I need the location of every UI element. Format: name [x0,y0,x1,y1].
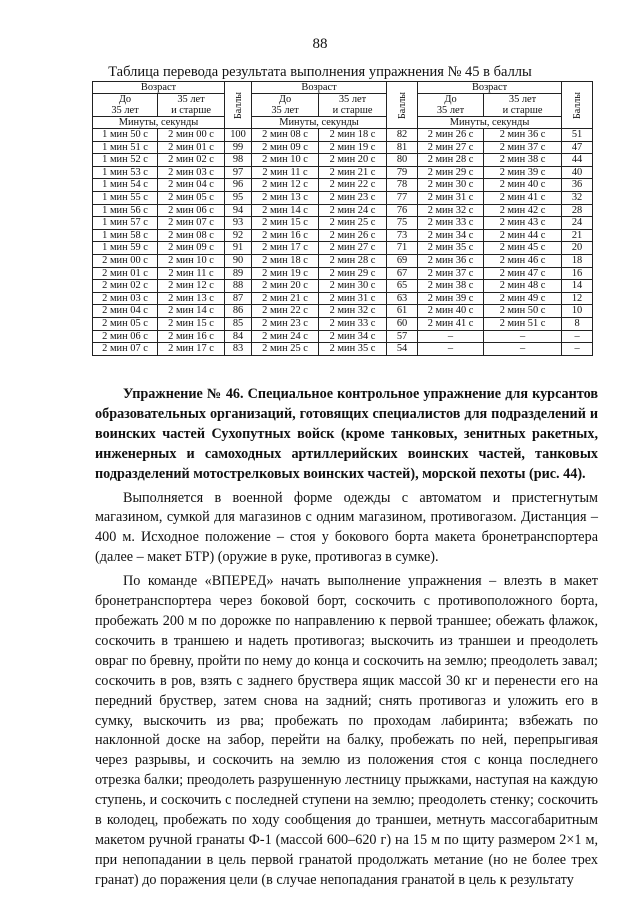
table-cell: 2 мин 07 с [158,217,225,230]
table-cell: 2 мин 48 с [484,280,562,293]
under35-header-2: До 35 лет [252,94,319,117]
table-cell: 18 [562,254,593,267]
table-cell: 1 мин 55 с [93,191,158,204]
table-cell: 28 [562,204,593,217]
table-cell: 61 [387,305,418,318]
table-cell: – [562,330,593,343]
table-cell: 2 мин 40 с [484,179,562,192]
table-cell: 2 мин 18 с [319,129,387,142]
table-cell: 21 [562,229,593,242]
table-row [93,217,593,230]
table-cell: 16 [562,267,593,280]
table-cell: – [484,330,562,343]
table-cell: 2 мин 10 с [158,254,225,267]
table-cell: 97 [225,166,252,179]
table-cell: 2 мин 28 с [319,254,387,267]
table-cell: 2 мин 06 с [93,330,158,343]
table-cell: 1 мин 58 с [93,229,158,242]
table-cell: 2 мин 02 с [93,280,158,293]
table-cell: 2 мин 08 с [158,229,225,242]
table-cell: 20 [562,242,593,255]
table-cell: 2 мин 12 с [158,280,225,293]
table-row [93,267,593,280]
table-cell: 2 мин 46 с [484,254,562,267]
table-cell: 2 мин 42 с [484,204,562,217]
table-cell: 2 мин 45 с [484,242,562,255]
table-cell: 2 мин 11 с [158,267,225,280]
table-cell: 1 мин 57 с [93,217,158,230]
units-header-2: Минуты, секунды [252,117,387,129]
table-row [93,242,593,255]
table-title: Таблица перевода результата выполнения упражнения № 45 в баллы [108,64,532,80]
table-cell: 69 [387,254,418,267]
table-cell: 86 [225,305,252,318]
table-cell: 2 мин 33 с [418,217,484,230]
table-cell: – [484,343,562,356]
table-cell: 1 мин 50 с [93,129,158,142]
table-cell: 2 мин 36 с [418,254,484,267]
table-cell: 93 [225,217,252,230]
table-cell: 2 мин 02 с [158,154,225,167]
table-row [93,141,593,154]
table-cell: – [418,343,484,356]
points-header-1: Баллы [225,82,252,129]
points-header-2: Баллы [387,82,418,129]
table-cell: 78 [387,179,418,192]
table-cell: 2 мин 23 с [319,191,387,204]
table-cell: 2 мин 20 с [319,154,387,167]
table-cell: 2 мин 14 с [252,204,319,217]
table-cell: 2 мин 13 с [252,191,319,204]
table-cell: 81 [387,141,418,154]
table-row [93,179,593,192]
table-cell: 1 мин 59 с [93,242,158,255]
table-cell: 2 мин 11 с [252,166,319,179]
table-cell: 40 [562,166,593,179]
table-cell: 2 мин 29 с [319,267,387,280]
age-header-3: Возраст [418,82,562,94]
table-cell: 2 мин 23 с [252,317,319,330]
table-cell: 2 мин 51 с [484,317,562,330]
table-cell: 99 [225,141,252,154]
over35-header-2: 35 лет и старше [319,94,387,117]
table-row [93,229,593,242]
over35-header-1: 35 лет и старше [158,94,225,117]
table-cell: 2 мин 13 с [158,292,225,305]
table-cell: 2 мин 26 с [319,229,387,242]
table-cell: 2 мин 44 с [484,229,562,242]
table-cell: 83 [225,343,252,356]
table-row [93,280,593,293]
table-cell: 2 мин 27 с [418,141,484,154]
table-cell: 2 мин 01 с [93,267,158,280]
table-cell: 2 мин 47 с [484,267,562,280]
table-cell: 75 [387,217,418,230]
table-cell: 2 мин 32 с [418,204,484,217]
table-cell: 91 [225,242,252,255]
table-cell: 2 мин 06 с [158,204,225,217]
table-cell: 2 мин 08 с [252,129,319,142]
table-cell: 2 мин 17 с [158,343,225,356]
table-cell: 10 [562,305,593,318]
table-cell: 36 [562,179,593,192]
table-cell: 2 мин 34 с [418,229,484,242]
table-cell: 2 мин 37 с [418,267,484,280]
table-cell: 2 мин 43 с [484,217,562,230]
table-cell: 98 [225,154,252,167]
table-cell: 2 мин 29 с [418,166,484,179]
table-cell: 2 мин 04 с [93,305,158,318]
table-cell: 1 мин 53 с [93,166,158,179]
table-cell: 76 [387,204,418,217]
table-cell: 2 мин 10 с [252,154,319,167]
table-cell: 88 [225,280,252,293]
table-cell: 2 мин 39 с [418,292,484,305]
table-cell: 92 [225,229,252,242]
table-cell: 2 мин 31 с [319,292,387,305]
table-cell: 2 мин 09 с [252,141,319,154]
table-cell: 90 [225,254,252,267]
units-header-3: Минуты, секунды [418,117,562,129]
table-cell: 2 мин 25 с [319,217,387,230]
table-cell: 2 мин 22 с [319,179,387,192]
table-cell: 2 мин 00 с [158,129,225,142]
over35-header-3: 35 лет и старше [484,94,562,117]
table-cell: 2 мин 21 с [319,166,387,179]
table-cell: 87 [225,292,252,305]
table-cell: 44 [562,154,593,167]
table-row [93,254,593,267]
table-cell: 2 мин 07 с [93,343,158,356]
table-cell: 2 мин 05 с [158,191,225,204]
table-cell: 2 мин 30 с [418,179,484,192]
table-cell: 2 мин 15 с [252,217,319,230]
table-cell: 67 [387,267,418,280]
table-cell: 2 мин 35 с [319,343,387,356]
conversion-table [92,81,593,356]
table-cell: 2 мин 05 с [93,317,158,330]
table-cell: 2 мин 03 с [158,166,225,179]
table-cell: 2 мин 17 с [252,242,319,255]
table-row [93,343,593,356]
table-cell: 2 мин 26 с [418,129,484,142]
table-cell: 2 мин 24 с [319,204,387,217]
table-cell: 2 мин 33 с [319,317,387,330]
paragraph-procedure: По команде «ВПЕРЕД» начать выполнение упражнения – влезть в макет бронетранспортера через боковой борт, соскочить с противоположного борта, пробежать 200 м по дорожке по направлению к первой траншее; обежать флажок, соскочить в траншею и надеть противогаз; выскочить из траншеи и преодолеть овраг по бревну, пройти по нему до конца и соскочить на землю; преодолеть завал; соскочить в ров, взять с заднего бруствера ящик массой 30 кг и перенести его на передний бруствер, затем снова на задний; снять противогаз и уложить его в сумку, выскочить из рва; пробежать по проходам лабиринта; взбежать по наклонной доске на забор, перейти на балку, пробежать по ней, перепрыгивая через разрывы, и соскочить на землю из положения стоя с конца последнего отрезка балки; преодолеть разрушенную лестницу прыжками, наступая на каждую ступень, и соскочить с последней ступени на землю; преодолеть стенку; соскочить в колодец, пробежать по ходу сообщения до траншеи, метнуть массогабаритным макетом ручной гранаты Ф-1 (массой 600–620 г) на 15 м по щиту размером 2×1 м, при непопадании в цель первой гранатой продолжать метание (но не более трех гранат) до поражения цели (в случае непопадания гранатой в цель к результату [95,573,598,888]
table-cell: 2 мин 09 с [158,242,225,255]
table-cell: 84 [225,330,252,343]
table-cell: 2 мин 19 с [252,267,319,280]
table-cell: 2 мин 38 с [484,154,562,167]
table-cell: 2 мин 14 с [158,305,225,318]
table-cell: 2 мин 18 с [252,254,319,267]
table-cell: 2 мин 32 с [319,305,387,318]
table-cell: 2 мин 15 с [158,317,225,330]
table-cell: 57 [387,330,418,343]
table-cell: 2 мин 34 с [319,330,387,343]
table-cell: 2 мин 37 с [484,141,562,154]
table-body [93,129,593,356]
table-cell: 2 мин 41 с [418,317,484,330]
exercise-heading: Упражнение № 46. Специальное контрольное упражнение для курсантов образовательных организаций, готовящих специалистов для подразделений и воинских частей Сухопутных войск (кроме танковых, зенитных ракетных, инженерных и самоходных артиллерийских воинских частей, танковых подразделений мотострелковых воинских частей), морской пехоты (рис. 44). [95,386,598,482]
table-cell: 94 [225,204,252,217]
table-cell: 54 [387,343,418,356]
table-cell: 2 мин 12 с [252,179,319,192]
table-cell: 2 мин 20 с [252,280,319,293]
table-cell: 2 мин 41 с [484,191,562,204]
table-cell: 47 [562,141,593,154]
table-cell: 2 мин 36 с [484,129,562,142]
table-cell: 85 [225,317,252,330]
table-cell: 2 мин 31 с [418,191,484,204]
table-cell: 2 мин 30 с [319,280,387,293]
table-row [93,292,593,305]
table-cell: 2 мин 50 с [484,305,562,318]
table-cell: 51 [562,129,593,142]
table-cell: 8 [562,317,593,330]
table-cell: 1 мин 56 с [93,204,158,217]
table-cell: 100 [225,129,252,142]
table-cell: 24 [562,217,593,230]
table-cell: 96 [225,179,252,192]
table-cell: 2 мин 19 с [319,141,387,154]
table-cell: 89 [225,267,252,280]
table-cell: 2 мин 16 с [158,330,225,343]
table-cell: – [562,343,593,356]
table-cell: 2 мин 38 с [418,280,484,293]
table-cell: 14 [562,280,593,293]
table-row [93,166,593,179]
table-cell: 77 [387,191,418,204]
table-cell: 32 [562,191,593,204]
table-cell: 95 [225,191,252,204]
table-cell: 2 мин 25 с [252,343,319,356]
table-cell: – [418,330,484,343]
exercise-text [95,385,598,891]
table-cell: 1 мин 51 с [93,141,158,154]
table-cell: 60 [387,317,418,330]
table-cell: 2 мин 24 с [252,330,319,343]
table-row [93,317,593,330]
table-cell: 2 мин 21 с [252,292,319,305]
table-row [93,129,593,142]
table-row [93,154,593,167]
table-cell: 1 мин 54 с [93,179,158,192]
table-cell: 2 мин 39 с [484,166,562,179]
table-row [93,330,593,343]
age-header-2: Возраст [252,82,387,94]
table-cell: 2 мин 00 с [93,254,158,267]
units-header-1: Минуты, секунды [93,117,225,129]
table-row [93,191,593,204]
table-row [93,305,593,318]
table-row [93,204,593,217]
table-cell: 2 мин 04 с [158,179,225,192]
under35-header-3: До 35 лет [418,94,484,117]
table-cell: 1 мин 52 с [93,154,158,167]
table-cell: 2 мин 28 с [418,154,484,167]
table-cell: 79 [387,166,418,179]
table-cell: 2 мин 35 с [418,242,484,255]
age-header-1: Возраст [93,82,225,94]
table-cell: 73 [387,229,418,242]
table-cell: 2 мин 49 с [484,292,562,305]
table-cell: 71 [387,242,418,255]
table-cell: 2 мин 40 с [418,305,484,318]
table-cell: 2 мин 16 с [252,229,319,242]
table-cell: 2 мин 03 с [93,292,158,305]
table-cell: 2 мин 01 с [158,141,225,154]
table-cell: 2 мин 27 с [319,242,387,255]
table-cell: 2 мин 22 с [252,305,319,318]
points-header-3: Баллы [562,82,593,129]
table-cell: 63 [387,292,418,305]
table-cell: 65 [387,280,418,293]
table-cell: 80 [387,154,418,167]
paragraph-conditions: Выполняется в военной форме одежды с автоматом и пристегнутым магазином, сумкой для магазинов с одним магазином, противогазом. Дистанция – 400 м. Исходное положение – стоя у бокового борта макета бронетранспортера (далее – макет БТР) (оружие в руке, противогаз в сумке). [95,489,598,566]
table-cell: 12 [562,292,593,305]
table-cell: 82 [387,129,418,142]
under35-header-1: До 35 лет [93,94,158,117]
page-number: 88 [312,36,328,52]
